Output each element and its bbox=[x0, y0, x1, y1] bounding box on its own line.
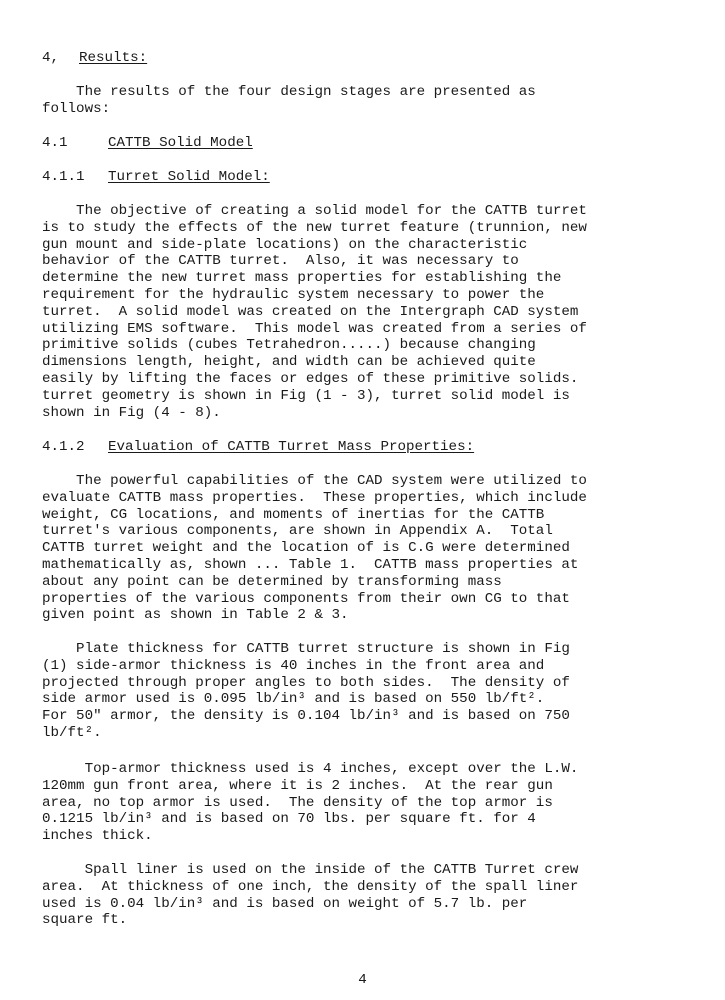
text-line: is to study the effects of the new turret feature (trunnion, new bbox=[42, 219, 587, 236]
text-line: utilizing EMS software. This model was created from a series of bbox=[42, 320, 587, 337]
section-title: Turret Solid Model: bbox=[108, 169, 270, 185]
section-number: 4.1 bbox=[42, 135, 68, 151]
paragraph-mass-properties bbox=[42, 473, 692, 624]
section-heading-4-1-2 bbox=[42, 439, 692, 456]
text-line: mathematically as, shown ... Table 1. CATTB mass properties at bbox=[42, 556, 579, 573]
text-line: Plate thickness for CATTB turret structure is shown in Fig bbox=[42, 641, 570, 657]
page-number: 4 bbox=[358, 972, 367, 988]
text-line: determine the new turret mass properties for establishing the bbox=[42, 270, 562, 287]
text-line: evaluate CATTB mass properties. These properties, which include bbox=[42, 489, 587, 506]
text-line: lb/ft². bbox=[42, 724, 102, 741]
text-line: 0.1215 lb/in³ and is based on 70 lbs. per square ft. for 4 bbox=[42, 811, 536, 828]
text-line: turret geometry is shown in Fig (1 - 3), turret solid model is bbox=[42, 387, 570, 404]
text-line: (1) side-armor thickness is 40 inches in the front area and bbox=[42, 657, 545, 674]
section-title: CATTB Solid Model bbox=[108, 135, 253, 151]
paragraph-intro bbox=[42, 84, 692, 118]
text-line: CATTB turret weight and the location of is C.G were determined bbox=[42, 540, 570, 557]
text-line: gun mount and side-plate locations) on the characteristic bbox=[42, 236, 528, 253]
section-title: Evaluation of CATTB Turret Mass Properties: bbox=[108, 439, 475, 455]
text-line: follows: bbox=[42, 100, 111, 117]
text-line: Spall liner is used on the inside of the CATTB Turret crew bbox=[42, 862, 579, 878]
text-line: 120mm gun front area, where it is 2 inches. At the rear gun bbox=[42, 777, 553, 794]
text-line: about any point can be determined by transforming mass bbox=[42, 573, 502, 590]
section-heading-results bbox=[42, 50, 692, 67]
section-title: Results: bbox=[79, 50, 148, 66]
text-line: turret. A solid model was created on the Intergraph CAD system bbox=[42, 303, 579, 320]
text-line: projected through proper angles to both sides. The density of bbox=[42, 674, 570, 691]
text-line: given point as shown in Table 2 & 3. bbox=[42, 607, 349, 624]
text-line: Top-armor thickness used is 4 inches, except over the L.W. bbox=[42, 761, 579, 777]
text-line: used is 0.04 lb/in³ and is based on weight of 5.7 lb. per bbox=[42, 895, 528, 912]
text-line: behavior of the CATTB turret. Also, it was necessary to bbox=[42, 253, 519, 270]
text-line: weight, CG locations, and moments of inertias for the CATTB bbox=[42, 506, 545, 523]
text-line: dimensions length, height, and width can be achieved quite bbox=[42, 354, 536, 371]
section-heading-4-1 bbox=[42, 135, 692, 152]
text-line: inches thick. bbox=[42, 828, 153, 845]
text-line: shown in Fig (4 - 8). bbox=[42, 404, 221, 421]
section-number: 4.1.2 bbox=[42, 439, 85, 455]
section-heading-4-1-1 bbox=[42, 169, 692, 186]
text-line: The results of the four design stages are presented as bbox=[42, 84, 536, 100]
text-line: For 50" armor, the density is 0.104 lb/in³ and is based on 750 bbox=[42, 708, 570, 725]
text-line: requirement for the hydraulic system necessary to power the bbox=[42, 286, 545, 303]
paragraph-top-armor bbox=[42, 761, 692, 845]
paragraph-plate-thickness bbox=[42, 641, 692, 742]
text-line: area. At thickness of one inch, the density of the spall liner bbox=[42, 878, 579, 895]
text-line: properties of the various components from their own CG to that bbox=[42, 590, 570, 607]
paragraph-solid-model bbox=[42, 203, 692, 421]
paragraph-spall-liner bbox=[42, 862, 692, 929]
section-number: 4.1.1 bbox=[42, 169, 85, 185]
text-line: side armor used is 0.095 lb/in³ and is based on 550 lb/ft². bbox=[42, 691, 545, 708]
text-line: turret's various components, are shown in Appendix A. Total bbox=[42, 523, 553, 540]
text-line: easily by lifting the faces or edges of these primitive solids. bbox=[42, 370, 579, 387]
text-line: primitive solids (cubes Tetrahedron.....) because changing bbox=[42, 337, 536, 354]
text-line: The powerful capabilities of the CAD system were utilized to bbox=[42, 473, 587, 489]
text-line: square ft. bbox=[42, 912, 128, 929]
text-line: The objective of creating a solid model for the CATTB turret bbox=[42, 203, 587, 219]
text-line: area, no top armor is used. The density of the top armor is bbox=[42, 794, 553, 811]
section-number: 4, bbox=[42, 50, 60, 66]
